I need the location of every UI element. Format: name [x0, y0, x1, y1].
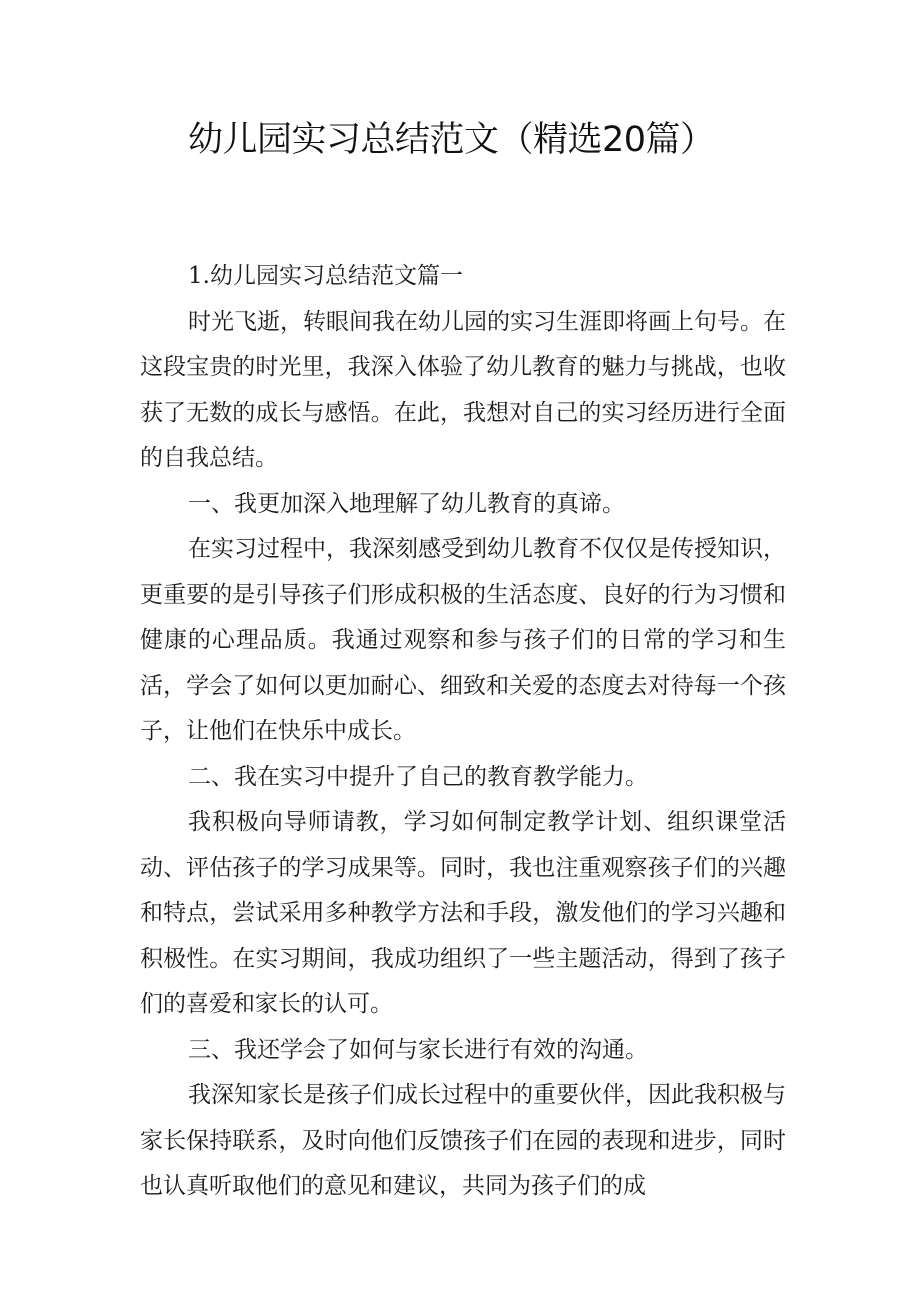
paragraph-point-one: 在实习过程中，我深刻感受到幼儿教育不仅仅是传授知识，更重要的是引导孩子们形成积极的生活态度、良好的行为习惯和健康的心理品质。我通过观察和参与孩子们的日常的学习和生活，学会了如何以更加耐心、细致和关爱的态度去对待每一个孩子，让他们在快乐中成长。 [140, 536, 786, 744]
paragraph-point-two: 我积极向导师请教，学习如何制定教学计划、组织课堂活动、评估孩子的学习成果等。同时，我也注重观察孩子们的兴趣和特点，尝试采用多种教学方法和手段，激发他们的学习兴趣和积极性。在实习期间，我成功组织了一些主题活动，得到了孩子们的喜爱和家长的认可。 [140, 809, 786, 1017]
document-title: 幼儿园实习总结范文（精选20篇） [188, 120, 715, 160]
paragraph-point-three: 我深知家长是孩子们成长过程中的重要伙伴，因此我积极与家长保持联系，及时向他们反馈孩子们在园的表现和进步，同时也认真听取他们的意见和建议，共同为孩子们的成 [140, 1082, 786, 1199]
section-heading: 1.幼儿园实习总结范文篇一 [188, 263, 463, 289]
document-body [140, 254, 786, 1210]
point-three-heading: 三、我还学会了如何与家长进行有效的沟通。 [188, 1036, 648, 1063]
point-one-heading: 一、我更加深入地理解了幼儿教育的真谛。 [188, 490, 625, 517]
paragraph-intro: 时光飞逝，转眼间我在幼儿园的实习生涯即将画上句号。在这段宝贵的时光里，我深入体验了幼儿教育的魅力与挑战，也收获了无数的成长与感悟。在此，我想对自己的实习经历进行全面的自我总结。 [140, 308, 786, 471]
point-two-heading: 二、我在实习中提升了自己的教育教学能力。 [188, 763, 648, 790]
